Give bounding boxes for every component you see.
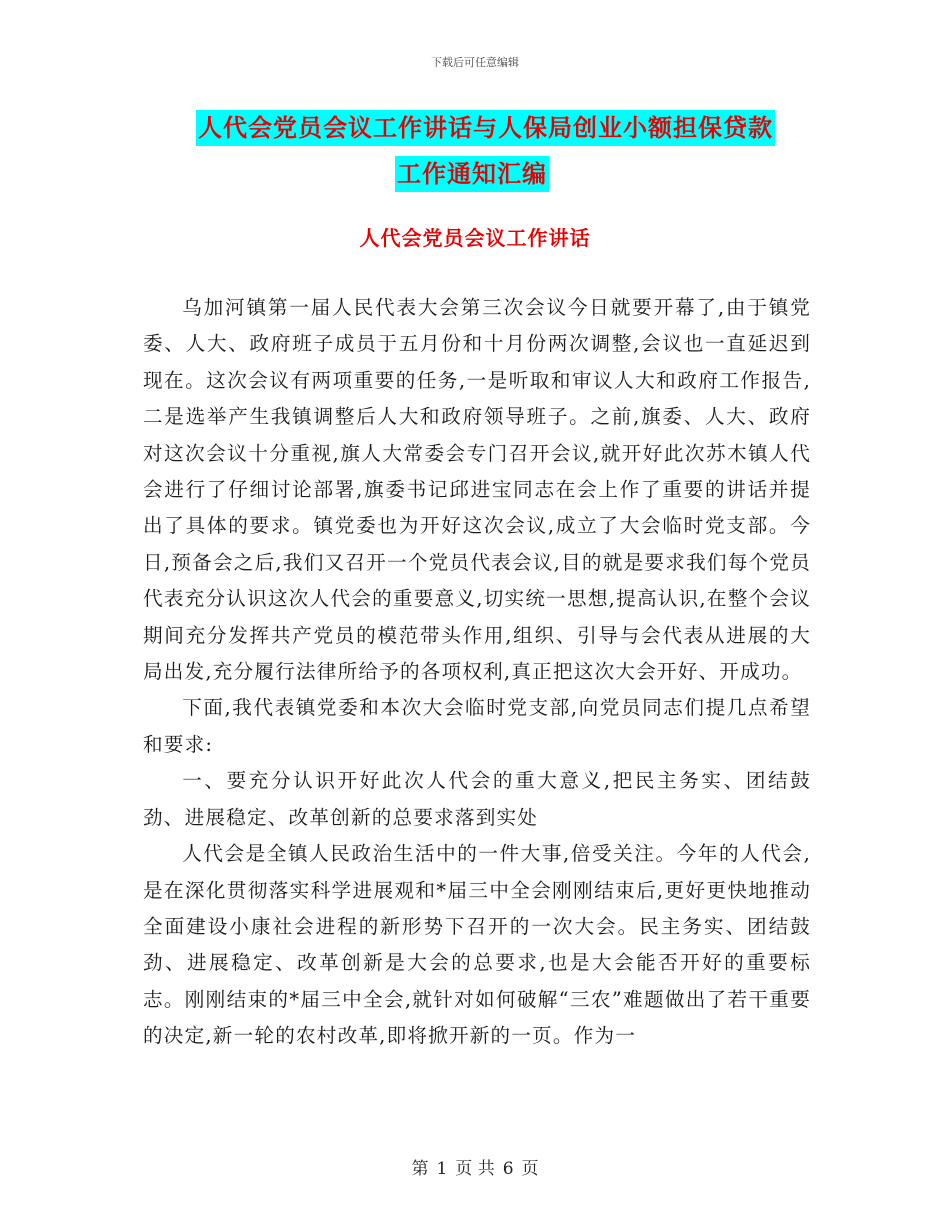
paragraph: 人代会是全镇人民政治生活中的一件大事,倍受关注。今年的人代会,是在深化贯彻落实科学进展观和*届三中全会刚刚结束后,更好更快地推动全面建设小康社会进程的新形势下召开的一次大会。民主务实、团结鼓劲、进展稳定、改革创新是大会的总要求,也是大会能否开好的重要标志。刚刚结束的*届三中全会,就针对如何破解“三农”难题做出了若干重要的决定,新一轮的农村改革,即将掀开新的一页。作为一 (143, 842, 811, 1048)
document-body (143, 290, 811, 1055)
header-note: 下载后可任意编辑 (431, 56, 519, 69)
page-footer (0, 1154, 950, 1179)
title-line-1: 人代会党员会议工作讲话与人保局创业小额担保贷款 (196, 110, 775, 146)
page-total: 6 (502, 1159, 514, 1179)
section-title: 人代会党员会议工作讲话 (359, 226, 591, 250)
paragraph: 下面,我代表镇党委和本次大会临时党支部,向党员同志们提几点希望和要求: (143, 696, 811, 756)
title-line-2: 工作通知汇编 (395, 156, 549, 192)
page-current: 1 (436, 1159, 448, 1179)
page-prefix: 第 (411, 1159, 429, 1179)
page-mid: 页 共 (455, 1159, 495, 1179)
paragraph: 乌加河镇第一届人民代表大会第三次会议今日就要开幕了,由于镇党委、人大、政府班子成员于五月份和十月份两次调整,会议也一直延迟到现在。这次会议有两项重要的任务,一是听取和审议人大和政府工作报告,二是选举产生我镇调整后人大和政府领导班子。之前,旗委、人大、政府对这次会议十分重视,旗人大常委会专门召开会议,就开好此次苏木镇人代会进行了仔细讨论部署,旗委书记邱进宝同志在会上作了重要的讲话并提出了具体的要求。镇党委也为开好这次会议,成立了大会临时党支部。今日,预备会之后,我们又召开一个党员代表会议,目的就是要求我们每个党员代表充分认识这次人代会的重要意义,切实统一思想,提高认识,在整个会议期间充分发挥共产党员的模范带头作用,组织、引导与会代表从进展的大局出发,充分履行法律所给予的各项权利,真正把这次大会开好、开成功。 (143, 296, 811, 684)
page-suffix: 页 (521, 1159, 539, 1179)
paragraph: 一、要充分认识开好此次人代会的重大意义,把民主务实、团结鼓劲、进展稳定、改革创新的总要求落到实处 (143, 769, 811, 829)
